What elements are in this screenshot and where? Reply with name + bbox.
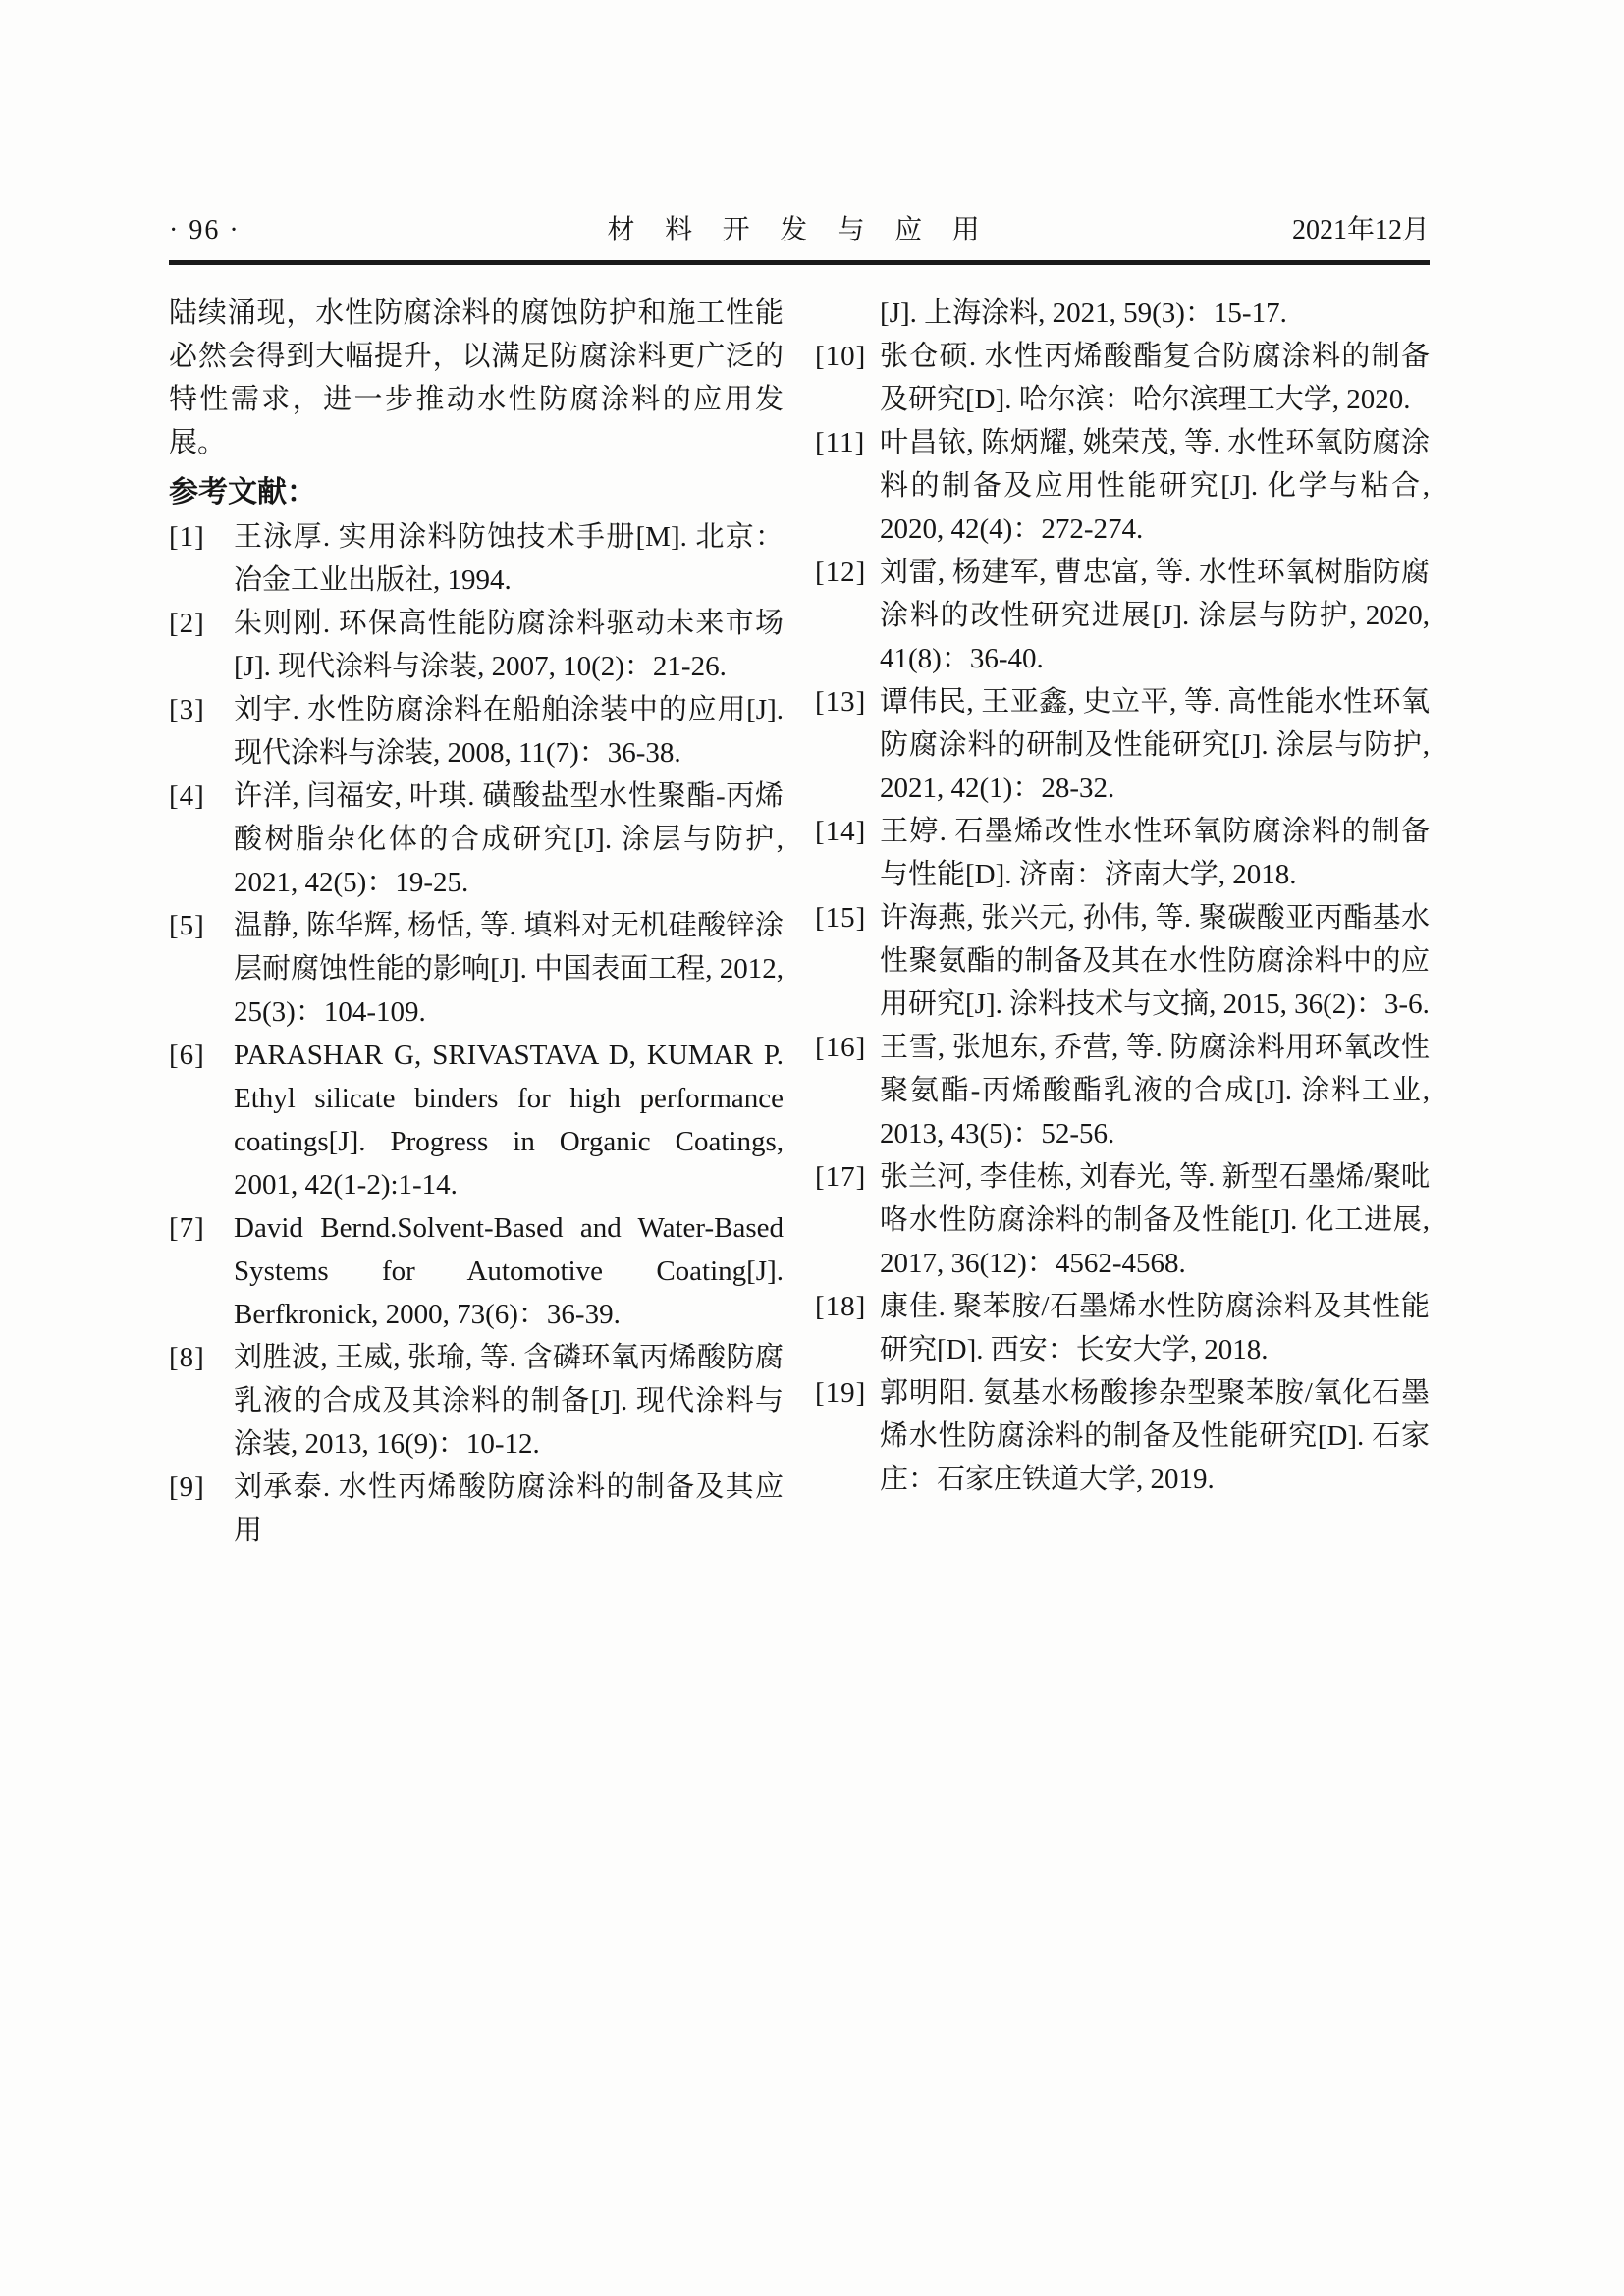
- reference-text: 郭明阳. 氨基水杨酸掺杂型聚苯胺/氧化石墨烯水性防腐涂料的制备及性能研究[D]. 石家庄：石家庄铁道大学, 2019.: [880, 1377, 1430, 1495]
- reference-number: [1]: [169, 521, 205, 553]
- reference-number: [6]: [169, 1040, 205, 1071]
- reference-number: [19]: [815, 1377, 867, 1409]
- reference-text: [J]. 上海涂料, 2021, 59(3)：15-17.: [880, 297, 1287, 329]
- reference-text: David Bernd.Solvent-Based and Water-Based Systems for Automotive Coating[J]. Berfkronick, 2000, 73(6)：36-39.: [234, 1212, 784, 1330]
- right-column: [815, 292, 1430, 1552]
- reference-text: 刘胜波, 王威, 张瑜, 等. 含磷环氧丙烯酸防腐乳液的合成及其涂料的制备[J]. 现代涂料与涂装, 2013, 16(9)：10-12.: [234, 1342, 784, 1460]
- reference-text: 康佳. 聚苯胺/石墨烯水性防腐涂料及其性能研究[D]. 西安：长安大学, 2018.: [880, 1291, 1430, 1365]
- reference-number: [9]: [169, 1471, 205, 1503]
- reference-text: 王雪, 张旭东, 乔营, 等. 防腐涂料用环氧改性聚氨酯-丙烯酸酯乳液的合成[J]. 涂料工业, 2013, 43(5)：52-56.: [880, 1032, 1430, 1149]
- reference-number: [2]: [169, 608, 205, 639]
- reference-number: [16]: [815, 1032, 867, 1063]
- reference-item: [169, 904, 784, 1034]
- reference-number: [8]: [169, 1342, 205, 1373]
- reference-item-continuation: [815, 292, 1430, 335]
- reference-item: [815, 1371, 1430, 1501]
- reference-number: [17]: [815, 1161, 867, 1193]
- reference-item: [815, 1026, 1430, 1155]
- reference-text: 许洋, 闫福安, 叶琪. 磺酸盐型水性聚酯-丙烯酸树脂杂化体的合成研究[J]. 涂层与防护, 2021, 42(5)：19-25.: [234, 780, 784, 898]
- reference-item: [169, 774, 784, 904]
- journal-title: 材 料 开 发 与 应 用: [607, 215, 992, 245]
- reference-text: 朱则刚. 环保高性能防腐涂料驱动未来市场[J]. 现代涂料与涂装, 2007, 10(2)：21-26.: [234, 608, 784, 682]
- references-heading: 参考文献：: [169, 476, 316, 508]
- reference-item: [815, 1285, 1430, 1371]
- reference-text: 许海燕, 张兴元, 孙伟, 等. 聚碳酸亚丙酯基水性聚氨酯的制备及其在水性防腐涂料中的应用研究[J]. 涂料技术与文摘, 2015, 36(2)：3-6.: [880, 902, 1430, 1020]
- reference-number: [3]: [169, 694, 205, 725]
- reference-item: [169, 1034, 784, 1206]
- reference-item: [815, 810, 1430, 896]
- reference-text: 刘承泰. 水性丙烯酸防腐涂料的制备及其应用: [234, 1471, 784, 1546]
- issue-date: 2021年12月: [1291, 215, 1430, 245]
- reference-number: [11]: [815, 427, 866, 458]
- reference-item: [169, 602, 784, 688]
- reference-item: [815, 680, 1430, 810]
- reference-text: 叶昌铱, 陈炳耀, 姚荣茂, 等. 水性环氧防腐涂料的制备及应用性能研究[J]. 化学与粘合, 2020, 42(4)：272-274.: [880, 427, 1430, 545]
- left-column: [169, 292, 784, 1552]
- reference-item: [169, 515, 784, 602]
- reference-number: [7]: [169, 1212, 205, 1244]
- reference-number: [15]: [815, 902, 867, 934]
- reference-number: [4]: [169, 780, 205, 812]
- reference-number: [10]: [815, 341, 867, 372]
- reference-text: 王泳厚. 实用涂料防蚀技术手册[M]. 北京：冶金工业出版社, 1994.: [234, 521, 784, 596]
- reference-number: [14]: [815, 816, 867, 847]
- reference-text: PARASHAR G, SRIVASTAVA D, KUMAR P. Ethyl silicate binders for high performance coatings[J]. Progress in Organic Coatings, 2001, 42(1-2):1-14.: [234, 1040, 784, 1201]
- reference-item: [815, 896, 1430, 1026]
- reference-item: [169, 688, 784, 774]
- reference-item: [169, 1466, 784, 1552]
- reference-item: [169, 1206, 784, 1336]
- page-header: [169, 214, 1430, 247]
- reference-item: [815, 1155, 1430, 1285]
- reference-number: [18]: [815, 1291, 867, 1322]
- reference-text: 刘雷, 杨建军, 曹忠富, 等. 水性环氧树脂防腐涂料的改性研究进展[J]. 涂层与防护, 2020, 41(8)：36-40.: [880, 557, 1430, 674]
- page-content: [169, 214, 1430, 1552]
- reference-number: [13]: [815, 686, 867, 718]
- reference-text: 张兰河, 李佳栋, 刘春光, 等. 新型石墨烯/聚吡咯水性防腐涂料的制备及性能[J]. 化工进展, 2017, 36(12)：4562-4568.: [880, 1161, 1430, 1279]
- reference-text: 温静, 陈华辉, 杨恬, 等. 填料对无机硅酸锌涂层耐腐蚀性能的影响[J]. 中国表面工程, 2012, 25(3)：104-109.: [234, 910, 784, 1028]
- header-rule: [169, 260, 1430, 265]
- reference-text: 王婷. 石墨烯改性水性环氧防腐涂料的制备与性能[D]. 济南：济南大学, 2018.: [880, 816, 1430, 890]
- reference-text: 刘宇. 水性防腐涂料在船舶涂装中的应用[J]. 现代涂料与涂装, 2008, 11(7)：36-38.: [234, 694, 784, 769]
- reference-number: [12]: [815, 557, 867, 588]
- reference-item: [815, 421, 1430, 551]
- two-column-body: [169, 292, 1430, 1552]
- closing-paragraph: 陆续涌现，水性防腐涂料的腐蚀防护和施工性能必然会得到大幅提升，以满足防腐涂料更广泛的特性需求，进一步推动水性防腐涂料的应用发展。: [169, 297, 784, 458]
- reference-text: 谭伟民, 王亚鑫, 史立平, 等. 高性能水性环氧防腐涂料的研制及性能研究[J]. 涂层与防护, 2021, 42(1)：28-32.: [880, 686, 1430, 804]
- page-number: · 96 ·: [169, 215, 241, 245]
- reference-text: 张仓硕. 水性丙烯酸酯复合防腐涂料的制备及研究[D]. 哈尔滨：哈尔滨理工大学, 2020.: [880, 341, 1430, 415]
- reference-item: [169, 1336, 784, 1466]
- reference-number: [5]: [169, 910, 205, 941]
- reference-item: [815, 335, 1430, 421]
- reference-item: [815, 551, 1430, 680]
